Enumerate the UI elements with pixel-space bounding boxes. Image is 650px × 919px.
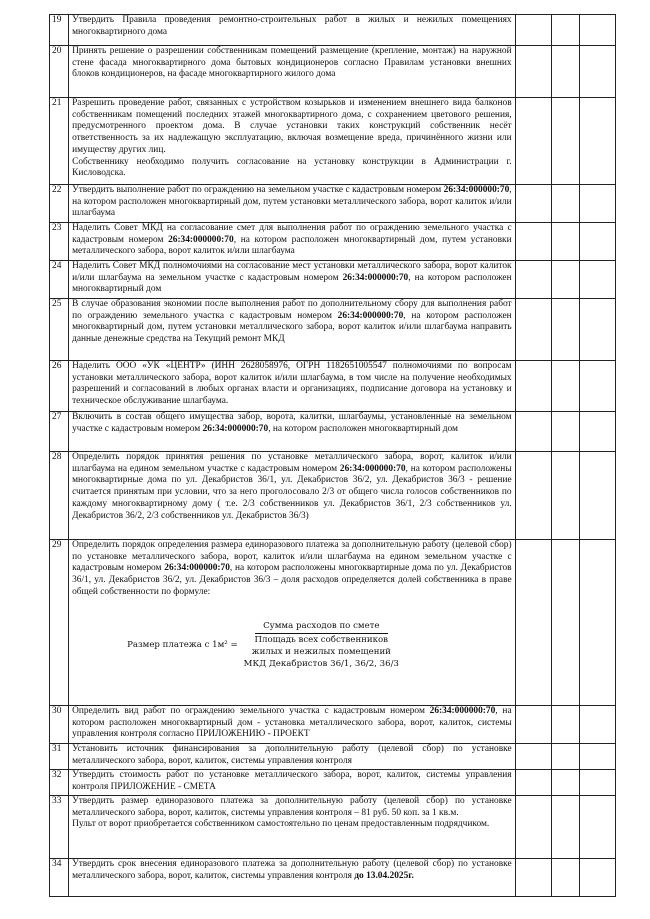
voting-table <box>49 14 616 897</box>
question-text: Утвердить стоимость работ по установке металлического забора, ворот, калиток, системы управления контроля ПРИЛОЖЕНИЕ - СМЕТА <box>69 770 516 796</box>
cadastral-number: 26:34:000000:70 <box>164 563 230 574</box>
question-text-part: , на котором расположен многоквартирный дом, путем установки металлического забора, ворот калиток и/или шлагбаума <box>72 234 512 257</box>
row-number: 24 <box>50 261 69 299</box>
cadastral-number: 26:34:000000:70 <box>168 234 234 245</box>
question-text-part: , на котором расположены многоквартирные дома по ул. Декабристов 36/1, ул. Декабристов 36/2, ул. Декабристов 36/3 – доля расходов определяется долей собственника в праве общей собственности по формуле: <box>72 563 512 597</box>
row-number: 20 <box>50 46 69 98</box>
vote-for-cell[interactable] <box>515 540 551 706</box>
table-row <box>50 859 616 897</box>
vote-abstain-cell[interactable] <box>579 15 615 46</box>
table-row <box>50 46 616 98</box>
formula-denominator-line: МКД Декабристов 36/1, 36/2, 36/3 <box>243 659 399 670</box>
vote-abstain-cell[interactable] <box>579 223 615 261</box>
question-text <box>69 540 516 706</box>
question-text: Установить источник финансирования за дополнительную работу (целевой сбор) по установке металлического забора, ворот, калиток, системы управления контроля <box>69 744 516 770</box>
vote-abstain-cell[interactable] <box>579 261 615 299</box>
question-text <box>69 452 516 540</box>
row-number: 19 <box>50 15 69 46</box>
row-number: 29 <box>50 540 69 706</box>
table-row <box>50 452 616 540</box>
row-number: 23 <box>50 223 69 261</box>
vote-abstain-cell[interactable] <box>579 361 615 412</box>
question-text-part: В случае образования экономии после выполнения работ по дополнительному сбору для выполнения работ по ограждению земельного участка с кадастровым номером <box>72 299 512 321</box>
table-row <box>50 299 616 361</box>
vote-for-cell[interactable] <box>515 15 551 46</box>
question-text <box>69 261 516 299</box>
table-row <box>50 223 616 261</box>
vote-for-cell[interactable] <box>515 859 551 897</box>
question-text: Наделить ООО «УК «ЦЕНТР» (ИНН 2628058976, ОГРН 1182651005547 полномочиями по вопросам установки металлического забора, ворот калиток и/или шлагбаума, в том числе на получение необходимых разрешений и согласований в любых органах власти и организациях, подписание договора на установку и техническое обслуживание шлагбаума. <box>69 361 516 412</box>
row-number: 30 <box>50 706 69 744</box>
row-number: 31 <box>50 744 69 770</box>
vote-abstain-cell[interactable] <box>579 98 615 185</box>
question-text: Утвердить Правила проведения ремонтно-строительных работ в жилых и нежилых помещениях многоквартирного дома <box>69 15 516 46</box>
vote-against-cell[interactable] <box>551 540 579 706</box>
vote-for-cell[interactable] <box>515 185 551 223</box>
formula-fraction <box>244 621 399 671</box>
formula-numerator: Сумма расходов по смете <box>255 621 387 635</box>
cadastral-number: 26:34:000000:70 <box>342 272 409 283</box>
cadastral-number: 26:34:000000:70 <box>443 185 510 195</box>
row-number: 21 <box>50 98 69 185</box>
cadastral-number: 26:34:000000:70 <box>337 310 404 321</box>
question-text <box>69 223 516 261</box>
vote-against-cell[interactable] <box>551 796 579 859</box>
cadastral-number: 26:34:000000:70 <box>202 423 269 434</box>
table-row <box>50 770 616 796</box>
question-paragraph: Собственнику необходимо получить согласование на установку конструкции в Администрации г. Кисловодска. <box>72 156 512 179</box>
question-text-part: Определить порядок определения размера единоразового платежа за дополнительную работу (целевой сбор) по установке металлического забора, ворот, калиток и/или шлагбаума на едином земельном участке с кадастровым номером <box>72 540 512 574</box>
question-text-part: , на котором расположен многоквартирный дом <box>72 272 512 295</box>
table-row <box>50 540 616 706</box>
vote-abstain-cell[interactable] <box>579 412 615 452</box>
vote-abstain-cell[interactable] <box>579 185 615 223</box>
row-number: 32 <box>50 770 69 796</box>
table-row <box>50 706 616 744</box>
question-text <box>69 859 516 897</box>
vote-abstain-cell[interactable] <box>579 859 615 897</box>
table-row <box>50 185 616 223</box>
question-text <box>69 299 516 361</box>
vote-abstain-cell[interactable] <box>579 299 615 361</box>
question-text <box>69 98 516 185</box>
vote-abstain-cell[interactable] <box>579 452 615 540</box>
vote-for-cell[interactable] <box>515 261 551 299</box>
table-row <box>50 796 616 859</box>
question-paragraph: Утвердить размер единоразового платежа за дополнительную работу (целевой сбор) по установке металлического забора, ворот, калиток, системы управления контроля – 81 руб. 50 коп. за 1 кв.м. <box>72 796 512 818</box>
question-text-part: Утвердить срок внесения единоразового платежа за дополнительную работу (целевой сбор) по установке металлического забора, ворот, калиток, системы управления контроля <box>72 859 512 881</box>
vote-for-cell[interactable] <box>515 452 551 540</box>
vote-for-cell[interactable] <box>515 98 551 185</box>
vote-abstain-cell[interactable] <box>579 46 615 98</box>
vote-against-cell[interactable] <box>551 299 579 361</box>
row-number: 22 <box>50 185 69 223</box>
question-text-part: , на котором расположены многоквартирные дома по ул. Декабристов 36/1, ул. Декабристов 36/2, ул. Декабристов 36/3 - решение считается принятым при условии, что за него проголосовало 2/3 от общего числа голосов собственников по каждому многоквартирному дому ( т.е. 2/3 собственников ул. Декабристов 36/1, 2/3 собственников ул. Декабристов 36/2, 2/3 собственников ул. Декабристов 36/3) <box>72 463 512 521</box>
vote-for-cell[interactable] <box>515 299 551 361</box>
vote-abstain-cell[interactable] <box>579 540 615 706</box>
table-row <box>50 412 616 452</box>
vote-against-cell[interactable] <box>551 361 579 412</box>
question-text-part: Включить в состав общего имущества забор, ворота, калитки, шлагбаумы, установленные на земельном участке с кадастровым номером <box>72 412 512 434</box>
row-number: 25 <box>50 299 69 361</box>
vote-abstain-cell[interactable] <box>579 706 615 744</box>
vote-against-cell[interactable] <box>551 15 579 46</box>
vote-for-cell[interactable] <box>515 706 551 744</box>
question-text-part: Наделить Совет МКД на согласование смет для выполнения работ по ограждению земельного участка с кадастровым номером <box>72 223 512 245</box>
vote-against-cell[interactable] <box>551 223 579 261</box>
formula-denominator-line: жилых и нежилых помещений <box>251 647 391 658</box>
formula-label: Размер платежа с 1м² = <box>127 639 238 650</box>
row-number: 34 <box>50 859 69 897</box>
vote-against-cell[interactable] <box>551 744 579 770</box>
vote-for-cell[interactable] <box>515 361 551 412</box>
table-row <box>50 261 616 299</box>
question-text-part: Утвердить выполнение работ по ограждению на земельном участке с кадастровым номером <box>72 185 444 195</box>
vote-against-cell[interactable] <box>551 46 579 98</box>
question-text <box>69 706 516 744</box>
vote-for-cell[interactable] <box>515 744 551 770</box>
row-number: 33 <box>50 796 69 859</box>
vote-against-cell[interactable] <box>551 185 579 223</box>
question-text: Принять решение о разрешении собственникам помещений размещение (крепление, монтаж) на наружной стене фасада многоквартирного дома бытовых кондиционеров согласно Правилам установки внешних блоков кондиционеров, на фасаде многоквартирного жилого дома <box>69 46 516 98</box>
vote-against-cell[interactable] <box>551 770 579 796</box>
question-text-part: , на котором расположен многоквартирный дом, путем установки металлического забора, ворот калиток и/или шлагбаума <box>72 185 512 219</box>
table-row <box>50 98 616 185</box>
question-text-part: Наделить Совет МКД полномочиями на согласование мест установки металлического забора, ворот калиток и/или шлагбаума на земельном участке с кадастровым номером <box>72 261 512 283</box>
question-text <box>69 185 516 223</box>
question-text <box>69 796 516 859</box>
question-text-part: Определить вид работ по ограждению земельного участка с кадастровым номером <box>72 706 430 716</box>
row-number: 28 <box>50 452 69 540</box>
vote-against-cell[interactable] <box>551 452 579 540</box>
row-number: 26 <box>50 361 69 412</box>
question-text <box>69 412 516 452</box>
vote-abstain-cell[interactable] <box>579 744 615 770</box>
question-text-part: Определить порядок принятия решения по установке металлического забора, ворот, калиток и/или шлагбаума на едином земельном участке с кадастровым номером <box>72 452 512 474</box>
question-paragraph: Разрешить проведение работ, связанных с устройством козырьков и изменением внешнего вида балконов собственникам помещений последних этажей многоквартирного дома, с сохранением цветового решения, предусмотренного проектом дома. В случае установки таких конструкций собственник несёт ответственность за их надлежащую эксплуатацию, включая возмещение вреда, причинённого жизни или имуществу других лиц. <box>72 98 512 155</box>
vote-for-cell[interactable] <box>515 412 551 452</box>
question-text-part: , на котором расположен многоквартирный дом <box>268 423 458 434</box>
payment-formula <box>72 599 512 681</box>
row-number: 27 <box>50 412 69 452</box>
formula-denominator-line: Площадь всех собственников <box>254 635 389 646</box>
cadastral-number: 26:34:000000:70 <box>339 463 406 474</box>
question-paragraph: Пульт от ворот приобретается собственником самостоятельно по ценам предоставленным подрядчиком. <box>72 819 490 830</box>
cadastral-number: 26:34:000000:70 <box>429 706 496 716</box>
vote-against-cell[interactable] <box>551 859 579 897</box>
question-text-part: , на котором расположен многоквартирный дом - установка металлического забора, ворот, калиток, системы управления контроля согласно ПРИЛОЖЕНИЮ - ПРОЕКТ <box>72 706 512 740</box>
vote-abstain-cell[interactable] <box>579 770 615 796</box>
vote-against-cell[interactable] <box>551 98 579 185</box>
vote-for-cell[interactable] <box>515 796 551 859</box>
vote-against-cell[interactable] <box>551 706 579 744</box>
table-row <box>50 744 616 770</box>
vote-for-cell[interactable] <box>515 46 551 98</box>
vote-against-cell[interactable] <box>551 261 579 299</box>
vote-against-cell[interactable] <box>551 412 579 452</box>
vote-for-cell[interactable] <box>515 223 551 261</box>
vote-abstain-cell[interactable] <box>579 796 615 859</box>
table-row <box>50 361 616 412</box>
payment-deadline: до 13.04.2025г. <box>354 870 414 881</box>
vote-for-cell[interactable] <box>515 770 551 796</box>
table-row <box>50 15 616 46</box>
question-text-part: , на котором расположен многоквартирный дом, путем установки металлического забора, ворот калиток и/или шлагбаума направить данные денежные средства на Текущий ремонт МКД <box>72 310 512 345</box>
